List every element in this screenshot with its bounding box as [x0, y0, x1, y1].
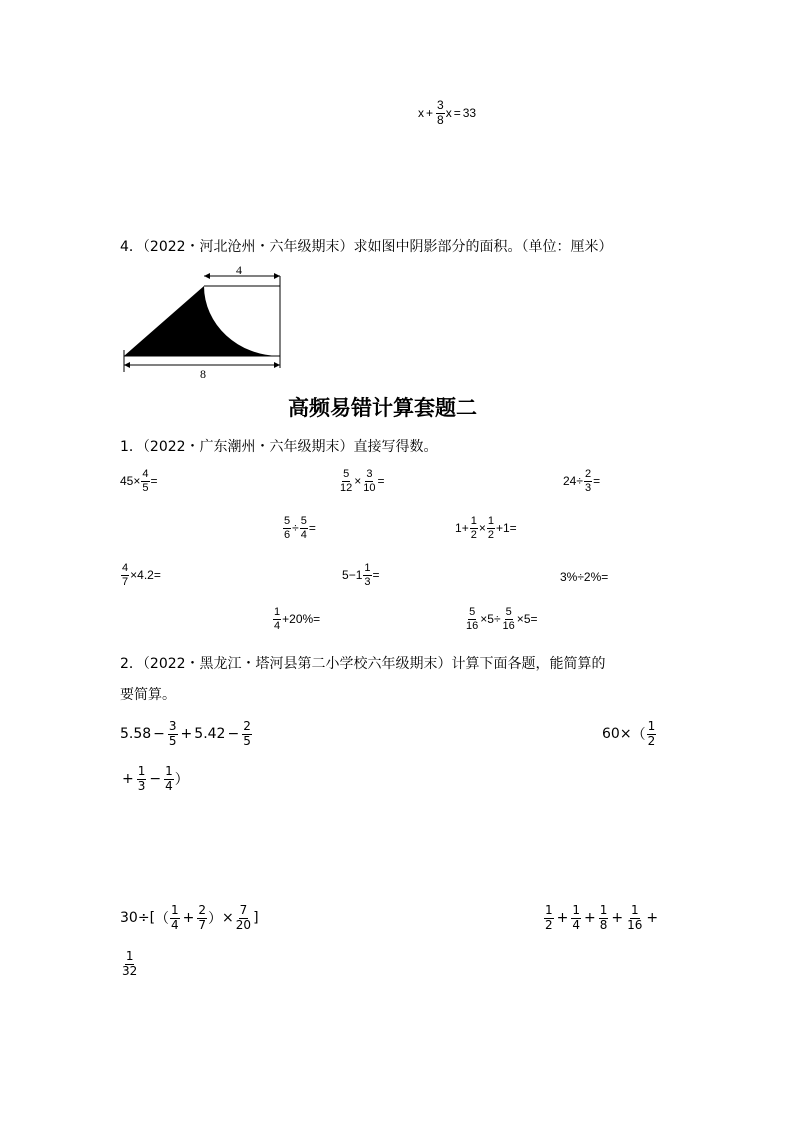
question-2-text-line1: 2．（2022・黑龙江・塔河县第二小学校六年级期末）计算下面各题，能简算的: [120, 656, 606, 672]
denominator: 8: [437, 112, 444, 127]
denominator: 2: [545, 917, 553, 932]
calc-item-j: [464, 606, 538, 632]
arrow-right: [274, 362, 280, 368]
number: 24: [563, 474, 577, 489]
fraction: [121, 950, 138, 979]
operator: +: [461, 521, 469, 536]
number: 5: [342, 568, 349, 583]
fraction: [626, 904, 643, 933]
operator: +: [122, 771, 134, 788]
equals-sign: =: [150, 474, 158, 489]
denominator: 2: [487, 528, 494, 541]
numerator: 1: [630, 903, 639, 917]
denominator: 8: [599, 917, 608, 932]
calc-item-e: [455, 515, 517, 541]
left-paren: （: [155, 911, 170, 928]
fraction: [164, 765, 174, 794]
number: 5: [523, 612, 531, 627]
operator: +: [282, 612, 290, 627]
numerator: 5: [300, 515, 307, 527]
denominator: 12: [340, 481, 353, 494]
fraction: [197, 904, 207, 933]
fraction: [242, 720, 252, 749]
question-1-text: 1．（2022・广东潮州・六年级期末）直接写得数。: [120, 439, 438, 455]
number: 5.42: [194, 726, 226, 743]
fraction: [363, 562, 371, 588]
right-paren: ）: [174, 772, 189, 789]
numerator: 1: [137, 764, 146, 778]
operator: ×: [619, 726, 632, 743]
numerator: 4: [142, 468, 149, 480]
numerator: 1: [470, 515, 477, 527]
operator: ×: [480, 612, 488, 627]
denominator: 2: [470, 528, 477, 541]
operator: −: [348, 568, 356, 583]
operator: +: [611, 910, 624, 927]
fraction: [283, 515, 291, 541]
right-bracket: ]: [253, 910, 259, 927]
equals-sign: =: [377, 474, 385, 489]
operator: ÷: [576, 474, 583, 489]
var-x: x: [418, 106, 424, 121]
fraction: [137, 765, 147, 794]
calc-item-c: [563, 468, 600, 494]
equals-sign: =: [372, 568, 380, 583]
numerator: 5: [284, 515, 291, 527]
var-x: x: [445, 106, 452, 121]
denominator: 5: [168, 733, 177, 748]
shaded-figure: [118, 262, 288, 382]
number: 30: [120, 910, 138, 927]
denominator: 3: [584, 481, 592, 494]
denominator: 3: [364, 575, 371, 588]
denominator: 4: [165, 778, 173, 793]
fraction: [599, 904, 609, 933]
numerator: 1: [599, 903, 608, 917]
denominator: 5: [243, 733, 251, 748]
denominator: 16: [627, 917, 643, 932]
number: 60: [602, 726, 620, 743]
fraction: [647, 720, 657, 749]
numerator: 3: [168, 719, 177, 733]
fraction: [121, 562, 129, 588]
number: 20%: [289, 612, 314, 627]
numerator: 2: [198, 903, 207, 917]
denominator: 2: [647, 733, 656, 748]
denominator: 7: [122, 575, 129, 588]
fraction: [584, 468, 592, 494]
operator: +: [584, 910, 596, 927]
operator: ÷: [292, 521, 299, 536]
number: 4.2: [137, 568, 154, 583]
numerator: 1: [125, 949, 134, 963]
numerator: 2: [243, 719, 251, 733]
denominator: 4: [171, 917, 179, 932]
numerator: 1: [647, 719, 656, 733]
fraction: [502, 606, 516, 632]
right-paren: ）: [208, 911, 223, 928]
calc-item-f: [120, 562, 161, 588]
numerator: 1: [545, 903, 553, 917]
left-paren: （: [631, 727, 646, 744]
equals-sign: =: [530, 612, 538, 627]
operator: +: [556, 910, 569, 927]
numerator: 1: [364, 562, 371, 574]
denominator: 4: [300, 528, 307, 541]
calc-item-h: 3%÷2%=: [560, 570, 609, 584]
denominator: 10: [363, 481, 376, 494]
equals-sign: =: [153, 568, 161, 583]
calc-item-d: [282, 515, 316, 541]
number: 1: [502, 521, 510, 536]
operator: ×: [516, 612, 524, 627]
fraction: [141, 468, 149, 494]
number: 1: [455, 521, 462, 536]
denominator: 4: [572, 917, 581, 932]
equals-sign: =: [593, 474, 601, 489]
numerator: 5: [343, 468, 350, 480]
denominator: 20: [235, 917, 252, 932]
numerator: 1: [487, 515, 494, 527]
number: 45: [120, 474, 134, 489]
denominator: 3: [137, 778, 146, 793]
numerator: 3: [366, 468, 373, 480]
rhs-value: 33: [462, 106, 477, 121]
numerator: 1: [274, 606, 281, 618]
fraction: [487, 515, 495, 541]
numerator: 5: [505, 606, 512, 618]
calc-item-a: [120, 468, 158, 494]
fraction: [273, 606, 281, 632]
bottom-label: 8: [200, 367, 206, 381]
calc-item-g: [342, 562, 380, 588]
numerator: 7: [239, 903, 248, 917]
fraction: [339, 468, 353, 494]
operator: ×: [133, 474, 141, 489]
equals-sign: =: [308, 521, 316, 536]
operator: −: [149, 771, 162, 788]
expr-1: [120, 720, 253, 749]
calc-item-i: [272, 606, 320, 632]
calc-item-b: [338, 468, 385, 494]
expr-3: [120, 904, 259, 933]
number: 5.58: [120, 726, 152, 743]
equals-sign: =: [453, 106, 461, 121]
equals-sign: =: [509, 521, 517, 536]
operator: ÷: [137, 910, 150, 927]
shaded-region: [124, 286, 280, 356]
operator: ×: [222, 910, 234, 927]
left-bracket: [: [149, 910, 156, 927]
operator: +: [180, 726, 193, 743]
fraction: [470, 515, 478, 541]
numerator: 5: [469, 606, 476, 618]
equals-sign: =: [313, 612, 321, 627]
expr-4-line1: [543, 904, 660, 933]
numerator: 2: [584, 468, 592, 480]
denominator: 5: [142, 481, 149, 494]
equation-top: [418, 99, 476, 128]
denominator: 7: [198, 917, 207, 932]
operator: −: [153, 726, 165, 743]
denominator: 16: [466, 619, 479, 632]
operator: −: [227, 726, 240, 743]
operator: ×: [130, 568, 138, 583]
numerator: 1: [165, 764, 173, 778]
question-4-text: 4．（2022・河北沧州・六年级期末）求如图中阴影部分的面积。（单位：厘米）: [120, 239, 613, 255]
fraction: [170, 904, 180, 933]
number: 1: [355, 568, 363, 583]
denominator: 4: [274, 619, 281, 632]
expr-2-line1: [602, 720, 657, 749]
operator: +: [646, 910, 659, 927]
arrow-right: [274, 273, 280, 279]
fraction: [168, 720, 178, 749]
numerator: 3: [437, 98, 444, 112]
arrow-left: [204, 273, 210, 279]
fraction: [436, 99, 445, 128]
arrow-left: [124, 362, 130, 368]
question-2-text-line2: 要简算。: [120, 687, 176, 703]
fraction: [235, 904, 252, 933]
operator: ×: [478, 521, 486, 536]
fraction: [571, 904, 581, 933]
fraction: [300, 515, 308, 541]
number: 5: [487, 612, 494, 627]
plus-sign: +: [426, 106, 434, 121]
expr-2-line2: [120, 765, 189, 794]
denominator: 32: [122, 963, 138, 978]
denominator: 16: [502, 619, 515, 632]
numerator: 1: [171, 903, 179, 917]
operator: +: [182, 910, 195, 927]
fraction: [362, 468, 376, 494]
operator: +: [495, 521, 503, 536]
operator: ÷: [493, 612, 501, 627]
numerator: 4: [122, 562, 129, 574]
section-title: 高频易错计算套题二: [288, 396, 477, 420]
top-label: 4: [236, 263, 242, 277]
numerator: 1: [572, 903, 581, 917]
fraction: [465, 606, 479, 632]
operator: ×: [354, 474, 362, 489]
denominator: 6: [284, 528, 291, 541]
expr-4-line2: [120, 950, 139, 979]
fraction: [544, 904, 554, 933]
